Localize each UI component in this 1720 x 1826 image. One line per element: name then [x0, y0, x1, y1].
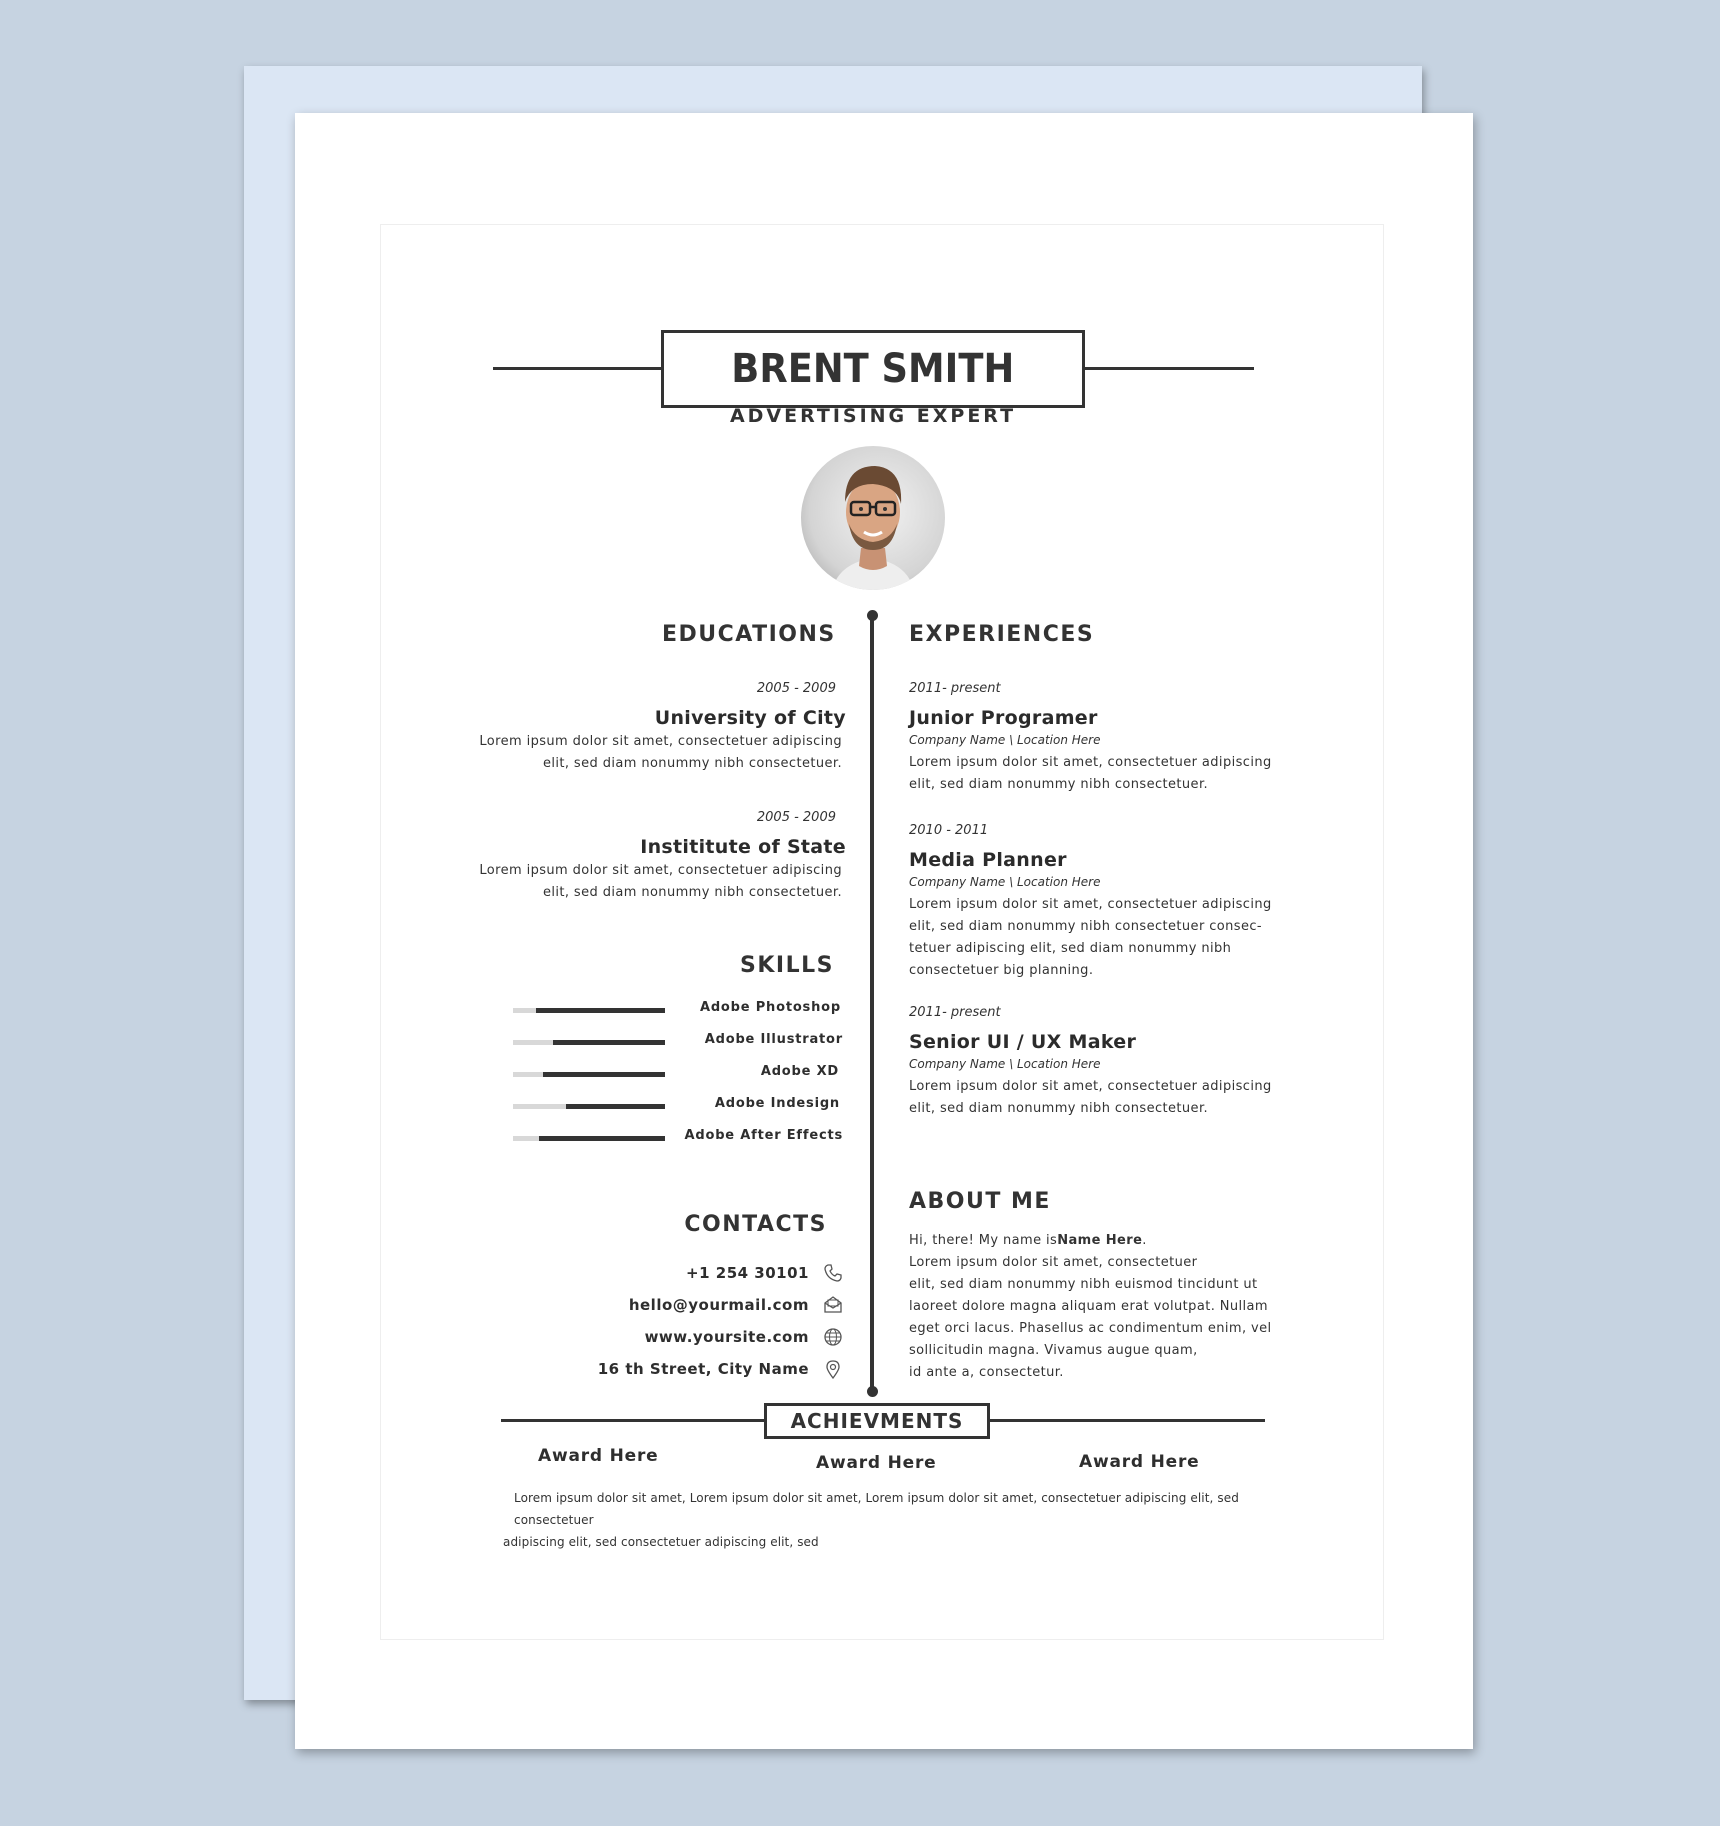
award-title: Award Here — [1079, 1452, 1200, 1472]
skill-bar-track — [513, 1136, 665, 1141]
contact-email — [629, 1294, 843, 1316]
education-description — [422, 731, 842, 775]
skill-bar-fill — [543, 1072, 665, 1077]
about-line: sollicitudin magna. Vivamus augue quam, — [909, 1343, 1198, 1358]
experience-date: 2011- present — [909, 1005, 1001, 1020]
skill-row — [513, 1032, 843, 1052]
experience-description-line: elit, sed diam nonummy nibh consectetuer consec- — [909, 919, 1262, 934]
location-pin-icon — [823, 1359, 843, 1379]
achievements-line: adipiscing elit, sed consectetuer adipiscing elit, sed — [503, 1535, 819, 1549]
experience-date: 2011- present — [909, 681, 1001, 696]
experience-description-line: tetuer adipiscing elit, sed diam nonummy nibh — [909, 941, 1232, 956]
skill-bar-track — [513, 1072, 665, 1077]
skill-row — [513, 1064, 843, 1084]
education-description-line: elit, sed diam nonummy nibh consectetuer. — [542, 885, 842, 900]
experience-date: 2010 - 2011 — [909, 823, 989, 838]
skill-label: Adobe Indesign — [714, 1096, 840, 1111]
contact-address — [598, 1358, 843, 1380]
achievements-heading: ACHIEVMENTS — [764, 1403, 990, 1439]
education-description — [422, 860, 842, 904]
education-description-line: elit, sed diam nonummy nibh consectetuer. — [542, 756, 842, 771]
experience-description-line: Lorem ipsum dolor sit amet, consectetuer adipiscing — [909, 755, 1272, 770]
achievements-description — [503, 1487, 1283, 1553]
resume-name: BRENT SMITH — [731, 346, 1015, 392]
skill-bar-track — [513, 1040, 665, 1045]
experience-role: Senior UI / UX Maker — [909, 1031, 1137, 1053]
experience-description-line: consectetuer big planning. — [909, 963, 1094, 978]
skill-bar-fill — [539, 1136, 665, 1141]
skill-row — [513, 1000, 843, 1020]
avatar-illustration — [801, 446, 945, 590]
award-title: Award Here — [816, 1453, 937, 1473]
skill-row — [513, 1096, 843, 1116]
skill-label: Adobe Photoshop — [699, 1000, 841, 1015]
skill-row — [513, 1128, 843, 1148]
about-name-placeholder: Name Here — [1057, 1233, 1143, 1248]
website-url: www.yoursite.com — [644, 1328, 809, 1346]
skill-bar-track — [513, 1104, 665, 1109]
skill-bar-fill — [566, 1104, 665, 1109]
experience-description — [909, 1076, 1329, 1120]
about-line: Lorem ipsum dolor sit amet, consectetuer — [909, 1255, 1198, 1270]
about-heading: ABOUT ME — [909, 1189, 1051, 1214]
experience-description-line: Lorem ipsum dolor sit amet, consectetuer adipiscing — [909, 1079, 1272, 1094]
street-address: 16 th Street, City Name — [597, 1360, 809, 1378]
educations-heading: EDUCATIONS — [662, 622, 836, 647]
experience-role: Media Planner — [909, 849, 1067, 871]
about-intro-line — [909, 1230, 1329, 1252]
about-intro-end: . — [1142, 1233, 1147, 1248]
timeline-divider — [870, 614, 874, 1390]
skill-bar-fill — [553, 1040, 665, 1045]
phone-icon — [823, 1263, 843, 1283]
experience-description — [909, 752, 1329, 796]
education-description-line: Lorem ipsum dolor sit amet, consectetuer adipiscing — [479, 863, 842, 878]
about-line: id ante a, consectetur. — [909, 1365, 1064, 1380]
timeline-bottom-dot — [867, 1386, 878, 1397]
about-intro: Hi, there! My name is — [909, 1233, 1058, 1248]
experience-role: Junior Programer — [909, 707, 1098, 729]
phone-number: +1 254 30101 — [686, 1264, 809, 1282]
job-title: ADVERTISING EXPERT — [729, 405, 1017, 427]
award-title: Award Here — [538, 1446, 659, 1466]
education-school: University of City — [654, 707, 846, 729]
skills-heading: SKILLS — [740, 953, 834, 978]
profile-photo — [801, 446, 945, 590]
education-description-line: Lorem ipsum dolor sit amet, consectetuer adipiscing — [479, 734, 842, 749]
experience-description — [909, 894, 1329, 982]
about-line: laoreet dolore magna aliquam erat volutpat. Nullam — [909, 1299, 1268, 1314]
contact-phone — [686, 1262, 843, 1284]
contact-website — [645, 1326, 843, 1348]
header-rule-left — [493, 367, 663, 370]
skill-label: Adobe Illustrator — [704, 1032, 843, 1047]
skill-label: Adobe XD — [760, 1064, 839, 1079]
header-rule-right — [1083, 367, 1254, 370]
globe-icon — [823, 1327, 843, 1347]
about-line: elit, sed diam nonummy nibh euismod tincidunt ut — [909, 1277, 1258, 1292]
experience-company: Company Name \ Location Here — [909, 875, 1101, 889]
experience-company: Company Name \ Location Here — [909, 733, 1101, 747]
skill-bar-track — [513, 1008, 665, 1013]
education-date: 2005 - 2009 — [756, 681, 836, 696]
skill-label: Adobe After Effects — [684, 1128, 843, 1143]
email-address: hello@yourmail.com — [628, 1296, 809, 1314]
experience-description-line: elit, sed diam nonummy nibh consectetuer. — [909, 1101, 1209, 1116]
skill-bar-fill — [536, 1008, 665, 1013]
experiences-heading: EXPERIENCES — [909, 622, 1095, 647]
contacts-heading: CONTACTS — [684, 1212, 827, 1237]
experience-description-line: elit, sed diam nonummy nibh consectetuer. — [909, 777, 1209, 792]
about-line: eget orci lacus. Phasellus ac condimentum enim, vel — [909, 1321, 1272, 1336]
experience-company: Company Name \ Location Here — [909, 1057, 1101, 1071]
about-text — [909, 1230, 1329, 1384]
education-school: Instititute of State — [640, 836, 846, 858]
education-date: 2005 - 2009 — [756, 810, 836, 825]
mail-icon — [823, 1295, 843, 1315]
name-box — [661, 330, 1085, 408]
achievements-line: Lorem ipsum dolor sit amet, Lorem ipsum dolor sit amet, Lorem ipsum dolor sit amet, consectetuer adipiscing elit, sed consectetuer — [514, 1491, 1239, 1527]
experience-description-line: Lorem ipsum dolor sit amet, consectetuer adipiscing — [909, 897, 1272, 912]
